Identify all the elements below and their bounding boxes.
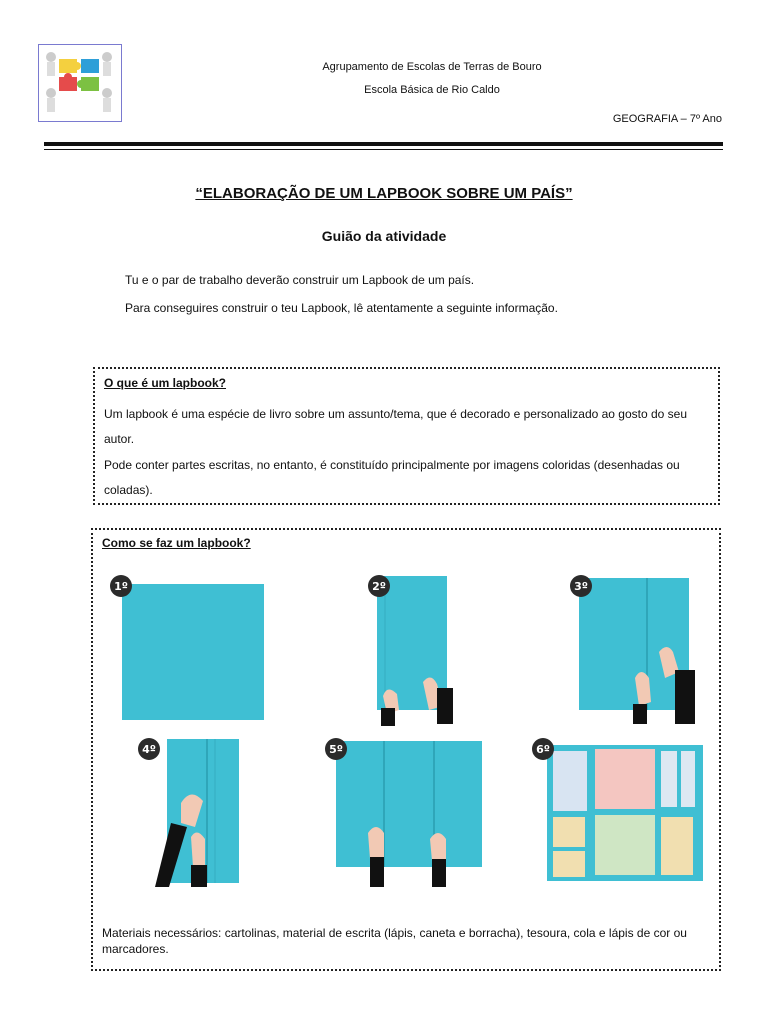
puzzle-logo-icon: [39, 45, 121, 121]
step-1-image: [108, 570, 268, 726]
step-3-image: [559, 570, 711, 726]
step-6-label: 6º: [536, 743, 550, 756]
step-6-image: [529, 733, 709, 889]
step-4-label: 4º: [142, 743, 156, 756]
how-to-heading: Como se faz um lapbook?: [102, 536, 251, 550]
school-logo: [38, 44, 122, 122]
what-is-paragraph-2: Pode conter partes escritas, no entanto, é constituído principalmente por imagens coloridas (desenhadas ou coladas).: [104, 458, 680, 497]
intro-line-2: Para conseguires construir o teu Lapbook, lê atentamente a seguinte informação.: [125, 301, 558, 315]
page-subtitle: Guião da atividade: [321, 228, 447, 244]
what-is-lapbook-box: [93, 367, 720, 505]
header-divider-thin: [44, 149, 723, 150]
step-2-image: [353, 570, 478, 726]
step-4-image: [105, 733, 275, 889]
school-name: Escola Básica de Rio Caldo: [364, 84, 500, 96]
what-is-paragraph-1: Um lapbook é uma espécie de livro sobre um assunto/tema, que é decorado e personalizado ao gosto do seu autor.: [104, 407, 688, 446]
step-5-label: 5º: [329, 743, 343, 756]
step-3-label: 3º: [574, 580, 588, 593]
subject-label: GEOGRAFIA – 7º Ano: [612, 113, 722, 125]
step-1-label: 1º: [114, 580, 128, 593]
school-group-name: Agrupamento de Escolas de Terras de Bouro: [322, 61, 542, 73]
step-2-label: 2º: [372, 580, 386, 593]
what-is-heading: O que é um lapbook?: [104, 376, 227, 390]
how-to-lapbook-box: [91, 528, 721, 971]
intro-line-1: Tu e o par de trabalho deverão construir um Lapbook de um país.: [125, 273, 475, 287]
header-divider-thick: [44, 142, 723, 146]
materials-text: Materiais necessários: cartolinas, material de escrita (lápis, caneta e borracha), tesoura, cola e lápis de cor ou marcadores.: [102, 926, 687, 956]
page-title: “ELABORAÇÃO DE UM LAPBOOK SOBRE UM PAÍS”: [195, 185, 573, 202]
step-5-image: [324, 733, 492, 889]
